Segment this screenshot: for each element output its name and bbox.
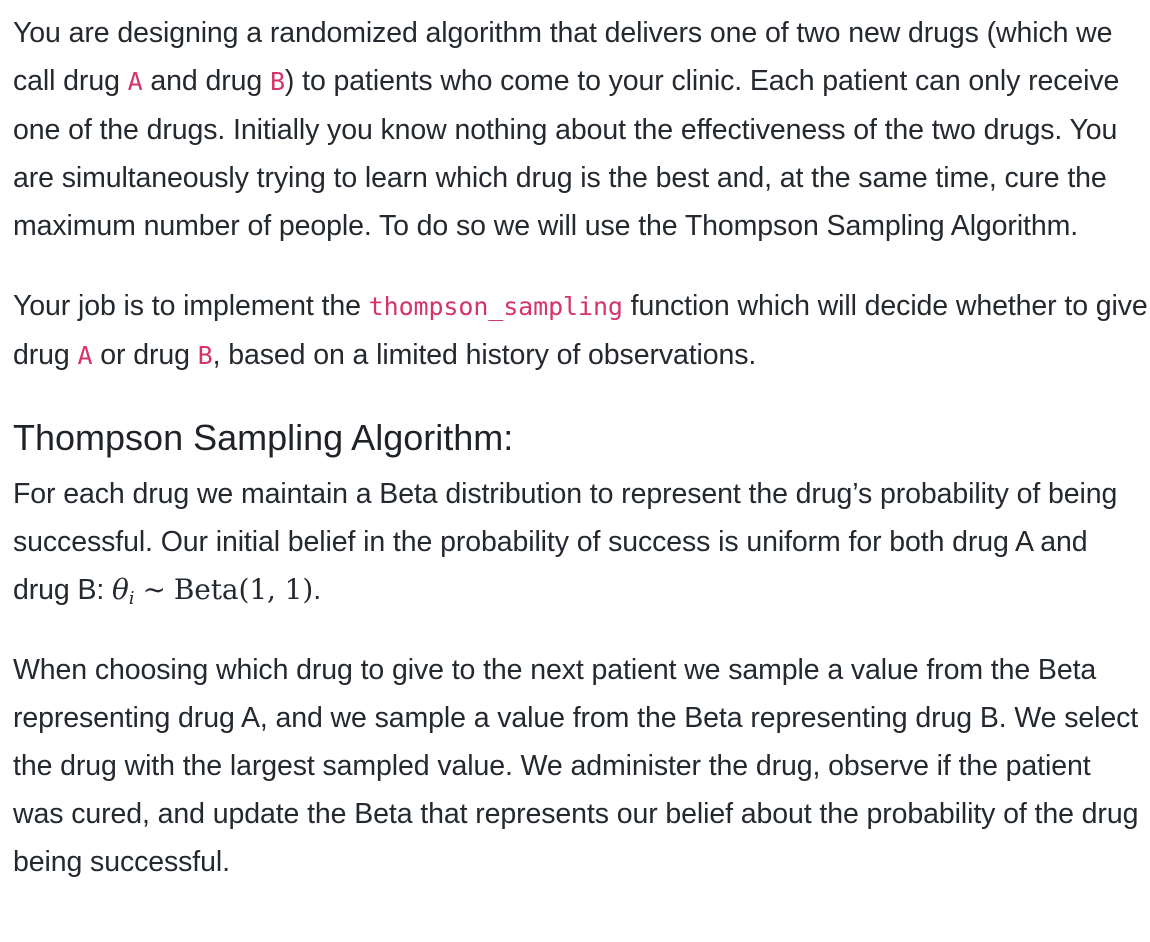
intro-paragraph [13,9,1148,250]
inline-code-drug-b: B [269,67,285,96]
intro-text-1: You are designing a randomized algorithm that delivers one of two new drugs (which we call drug [13,17,1113,97]
beta-paragraph [13,470,1148,614]
math-beta: Beta(1, 1) [173,573,314,606]
math-subscript: i [128,588,135,609]
intro-text-3: ) to patients who come to your clinic. Each patient can only receive one of the drugs. Initially you know nothing about the effectiveness of the two drugs. You are simultaneously trying to learn which drug is the best and, at the same time, cure the maximum number of people. To do so we will use the Thompson Sampling Algorithm. [13,65,1120,242]
task-paragraph [13,282,1148,380]
math-expression [112,573,314,609]
task-text-1: Your job is to implement the [13,290,369,322]
task-text-3: or drug [92,339,198,371]
beta-text-2: . [313,574,322,606]
document-body [13,9,1148,886]
math-theta: θ [112,573,129,606]
beta-text-1: For each drug we maintain a Beta distribution to represent the drug’s probability of being successful. Our initial belief in the probability of success is uniform for both drug A and drug B: [13,478,1118,606]
inline-code-drug-a: A [127,67,143,96]
task-text-2: function which will decide whether to give drug [13,290,1148,371]
inline-code-drug-a: A [77,341,93,370]
inline-code-drug-b: B [197,341,213,370]
math-sim: ∼ [142,573,166,606]
intro-text-2: and drug [142,65,270,97]
task-text-4: , based on a limited history of observations. [212,339,757,371]
section-heading: Thompson Sampling Algorithm: [13,417,514,458]
procedure-paragraph: When choosing which drug to give to the next patient we sample a value from the Beta representing drug A, and we sample a value from the Beta representing drug B. We select the drug with the largest sampled value. We administer the drug, observe if the patient was cured, and update the Beta that represents our belief about the probability of the drug being successful. [13,654,1139,878]
inline-code-function-name: thompson_sampling [368,292,623,321]
